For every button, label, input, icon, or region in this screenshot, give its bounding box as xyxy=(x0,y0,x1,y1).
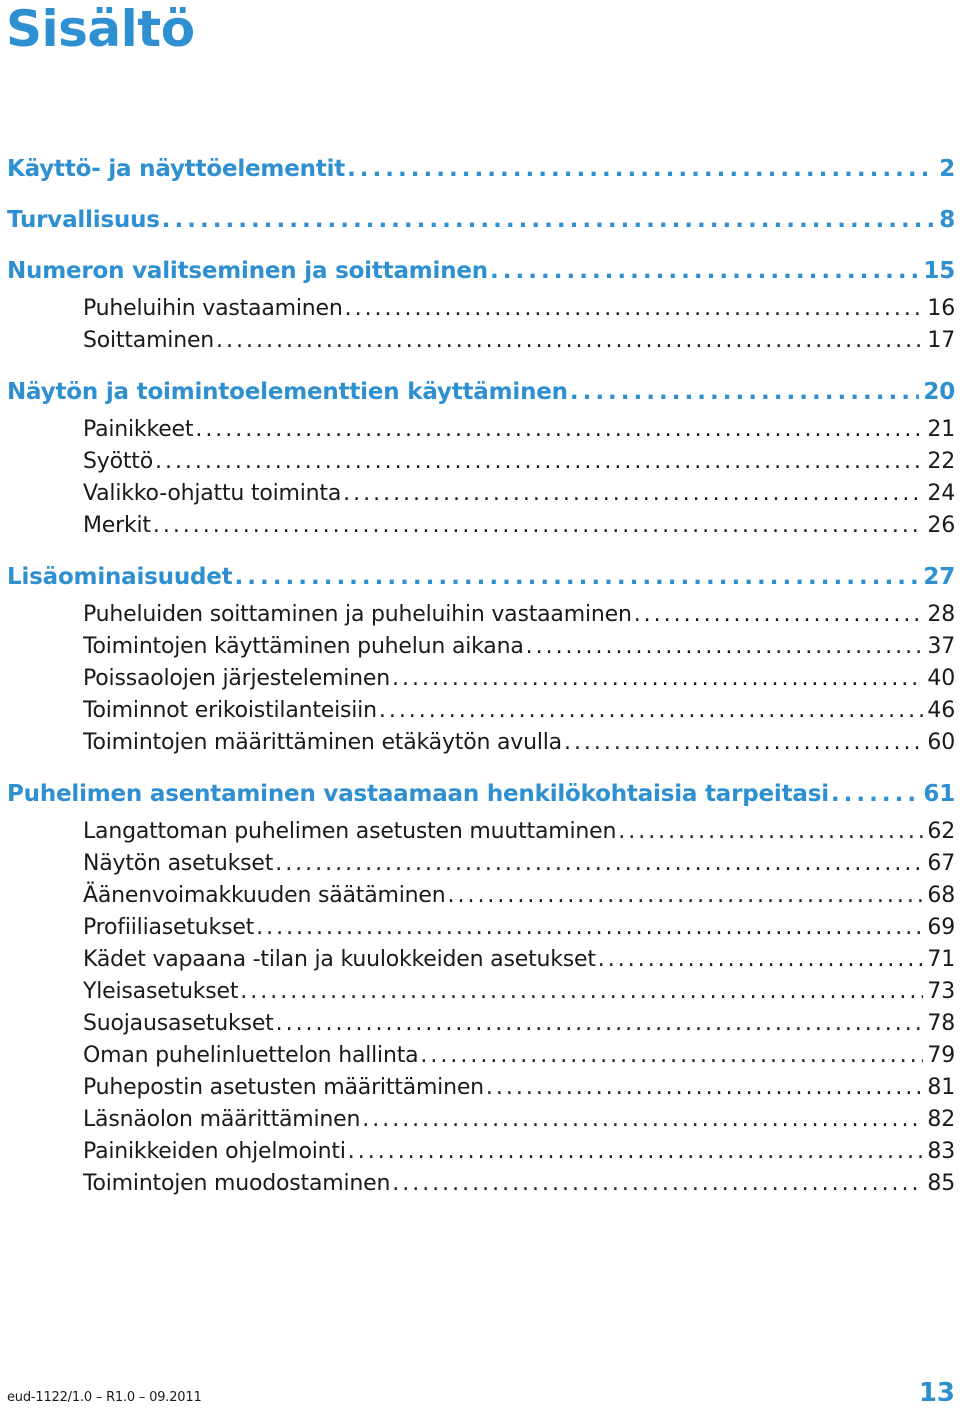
toc-entry-page: 62 xyxy=(927,819,955,844)
toc-entry-page: 71 xyxy=(927,947,955,972)
toc-entry-page: 24 xyxy=(927,481,955,506)
dot-leader xyxy=(486,1075,923,1101)
dot-leader xyxy=(234,564,919,590)
toc-entry-label: Puheluiden soittaminen ja puheluihin vastaaminen xyxy=(83,602,632,627)
toc-entry-page: 15 xyxy=(923,258,955,284)
dot-leader xyxy=(153,513,924,539)
toc-entry-page: 61 xyxy=(923,781,955,807)
dot-leader xyxy=(420,1043,923,1069)
toc-entry-label: Yleisasetukset xyxy=(83,979,239,1004)
toc-entry-section[interactable] xyxy=(83,477,955,507)
toc-entry-chapter[interactable] xyxy=(7,375,955,405)
toc-entry-page: 21 xyxy=(927,417,955,442)
dot-leader xyxy=(526,634,924,660)
toc-entry-label: Valikko-ohjattu toiminta xyxy=(83,481,342,506)
toc-entry-section[interactable] xyxy=(83,815,955,845)
toc-entry-label: Käyttö- ja näyttöelementit xyxy=(7,156,346,182)
toc-entry-label: Äänenvoimakkuuden säätäminen xyxy=(83,883,446,908)
toc-entry-page: 60 xyxy=(927,730,955,755)
toc-entry-label: Puhepostin asetusten määrittäminen xyxy=(83,1075,484,1100)
toc-entry-label: Numeron valitseminen ja soittaminen xyxy=(7,258,488,284)
dot-leader xyxy=(345,296,924,322)
toc-entry-label: Toimintojen muodostaminen xyxy=(83,1171,391,1196)
toc-entry-label: Oman puhelinluettelon hallinta xyxy=(83,1043,419,1068)
toc-entry-page: 69 xyxy=(927,915,955,940)
document-id: eud-1122/1.0 – R1.0 – 09.2011 xyxy=(7,1390,202,1405)
toc-entry-page: 73 xyxy=(927,979,955,1004)
toc-entry-section[interactable] xyxy=(83,445,955,475)
dot-leader xyxy=(347,156,935,182)
toc-entry-label: Syöttö xyxy=(83,449,153,474)
dot-leader xyxy=(276,1011,924,1037)
toc-entry-label: Merkit xyxy=(83,513,151,538)
dot-leader xyxy=(343,481,923,507)
toc-entry-label: Kädet vapaana -tilan ja kuulokkeiden asetukset xyxy=(83,947,596,972)
page-number: 13 xyxy=(918,1378,955,1408)
toc-entry-page: 68 xyxy=(927,883,955,908)
dot-leader xyxy=(240,979,923,1005)
toc-entry-chapter[interactable] xyxy=(7,152,955,182)
toc-entry-section[interactable] xyxy=(83,598,955,628)
toc-entry-label: Turvallisuus xyxy=(7,207,160,233)
toc-entry-section[interactable] xyxy=(83,847,955,877)
toc-entry-page: 82 xyxy=(927,1107,955,1132)
toc-entry-page: 16 xyxy=(927,296,955,321)
toc-entry-page: 78 xyxy=(927,1011,955,1036)
toc-entry-page: 22 xyxy=(927,449,955,474)
dot-leader xyxy=(195,417,923,443)
toc-entry-section[interactable] xyxy=(83,1071,955,1101)
dot-leader xyxy=(256,915,923,941)
toc-entry-section[interactable] xyxy=(83,509,955,539)
toc-entry-section[interactable] xyxy=(83,943,955,973)
dot-leader xyxy=(618,819,923,845)
dot-leader xyxy=(392,666,923,692)
page-title: Sisältö xyxy=(6,0,195,58)
toc-entry-chapter[interactable] xyxy=(7,777,955,807)
toc-entry-page: 83 xyxy=(927,1139,955,1164)
toc-entry-section[interactable] xyxy=(83,1135,955,1165)
toc-entry-label: Toiminnot erikoistilanteisiin xyxy=(83,698,377,723)
toc-entry-section[interactable] xyxy=(83,911,955,941)
dot-leader xyxy=(831,781,919,807)
dot-leader xyxy=(348,1139,924,1165)
toc-entry-label: Poissaolojen järjesteleminen xyxy=(83,666,390,691)
dot-leader xyxy=(634,602,924,628)
toc-entry-chapter[interactable] xyxy=(7,203,955,233)
toc-entry-section[interactable] xyxy=(83,879,955,909)
dot-leader xyxy=(379,698,924,724)
toc-entry-label: Langattoman puhelimen asetusten muuttaminen xyxy=(83,819,617,844)
toc-entry-section[interactable] xyxy=(83,1103,955,1133)
toc-entry-page: 79 xyxy=(927,1043,955,1068)
toc-entry-page: 8 xyxy=(939,207,955,233)
toc-entry-label: Toimintojen käyttäminen puhelun aikana xyxy=(83,634,524,659)
toc-entry-label: Puheluihin vastaaminen xyxy=(83,296,343,321)
toc-entry-section[interactable] xyxy=(83,630,955,660)
toc-entry-label: Profiiliasetukset xyxy=(83,915,255,940)
toc-entry-section[interactable] xyxy=(83,1167,955,1197)
toc-entry-label: Näytön asetukset xyxy=(83,851,274,876)
toc-entry-section[interactable] xyxy=(83,975,955,1005)
toc-entry-chapter[interactable] xyxy=(7,560,955,590)
toc-entry-section[interactable] xyxy=(83,324,955,354)
dot-leader xyxy=(155,449,923,475)
toc-entry-page: 17 xyxy=(927,328,955,353)
toc-entry-page: 46 xyxy=(927,698,955,723)
toc-entry-chapter[interactable] xyxy=(7,254,955,284)
toc-entry-page: 2 xyxy=(939,156,955,182)
dot-leader xyxy=(564,730,923,756)
dot-leader xyxy=(275,851,923,877)
dot-leader xyxy=(598,947,924,973)
toc-entry-page: 27 xyxy=(923,564,955,590)
dot-leader xyxy=(162,207,935,233)
dot-leader xyxy=(570,379,920,405)
dot-leader xyxy=(392,1171,923,1197)
toc-entry-label: Suojausasetukset xyxy=(83,1011,274,1036)
toc-entry-page: 40 xyxy=(927,666,955,691)
toc-entry-label: Soittaminen xyxy=(83,328,215,353)
toc-entry-page: 28 xyxy=(927,602,955,627)
toc-entry-section[interactable] xyxy=(83,694,955,724)
toc-entry-label: Painikkeiden ohjelmointi xyxy=(83,1139,346,1164)
toc-entry-label: Näytön ja toimintoelementtien käyttäminen xyxy=(7,379,568,405)
toc-entry-section[interactable] xyxy=(83,662,955,692)
toc-entry-label: Lisäominaisuudet xyxy=(7,564,233,590)
dot-leader xyxy=(216,328,923,354)
toc-entry-label: Painikkeet xyxy=(83,417,194,442)
toc-entry-page: 81 xyxy=(927,1075,955,1100)
toc-entry-page: 20 xyxy=(923,379,955,405)
toc-entry-label: Puhelimen asentaminen vastaamaan henkilökohtaisia tarpeitasi xyxy=(7,781,829,807)
toc-entry-page: 67 xyxy=(927,851,955,876)
toc-entry-section[interactable] xyxy=(83,1007,955,1037)
dot-leader xyxy=(490,258,919,284)
toc-entry-section[interactable] xyxy=(83,413,955,443)
toc-entry-label: Läsnäolon määrittäminen xyxy=(83,1107,361,1132)
toc-entry-section[interactable] xyxy=(83,292,955,322)
dot-leader xyxy=(362,1107,923,1133)
toc-entry-section[interactable] xyxy=(83,1039,955,1069)
toc-entry-label: Toimintojen määrittäminen etäkäytön avulla xyxy=(83,730,562,755)
toc-entry-page: 26 xyxy=(927,513,955,538)
dot-leader xyxy=(447,883,923,909)
toc-entry-section[interactable] xyxy=(83,726,955,756)
toc-entry-page: 85 xyxy=(927,1171,955,1196)
toc-entry-page: 37 xyxy=(927,634,955,659)
